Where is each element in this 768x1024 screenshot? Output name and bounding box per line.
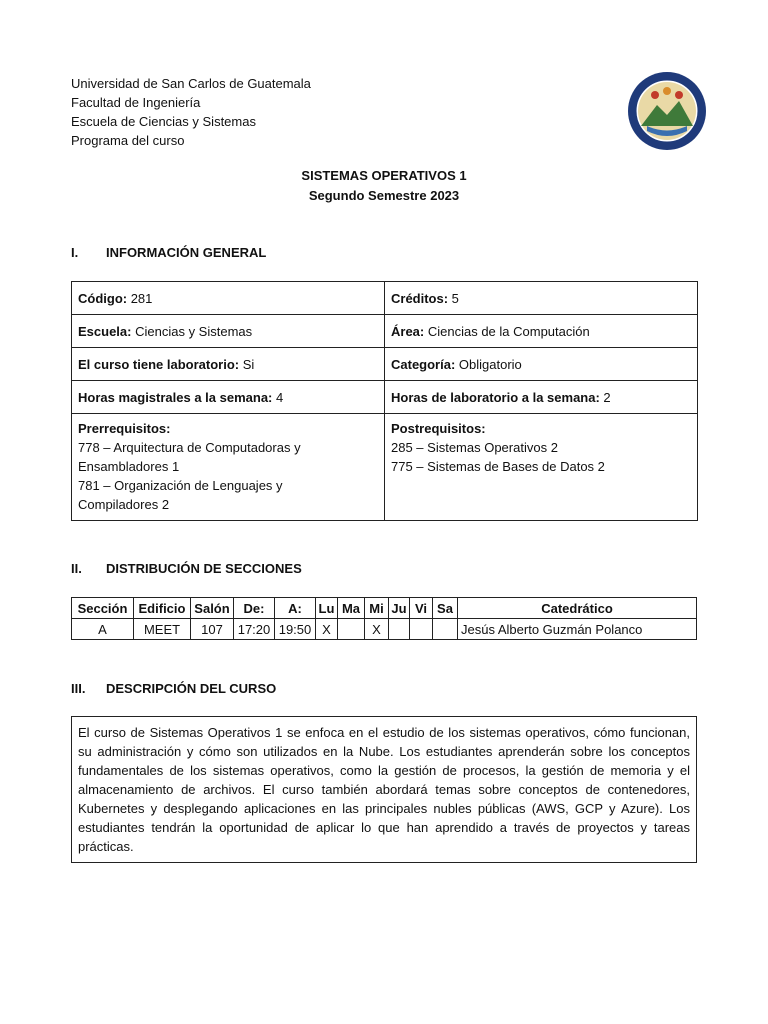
col-header: Ma [338, 598, 365, 619]
table-header-row [72, 598, 697, 619]
info-label: El curso tiene laboratorio: [78, 356, 240, 372]
section-2-heading [71, 561, 302, 576]
info-value: Ciencias y Sistemas [131, 323, 253, 339]
prerequisite-line: Ensambladores 1 [78, 459, 180, 474]
cell-from: 17:20 [234, 619, 275, 640]
info-cell [385, 381, 698, 414]
info-cell [385, 315, 698, 348]
table-row [72, 348, 698, 381]
university-name: Universidad de San Carlos de Guatemala [71, 76, 311, 91]
section-1-title: INFORMACIÓN GENERAL [106, 245, 267, 260]
section-2-title: DISTRIBUCIÓN DE SECCIONES [106, 561, 302, 576]
info-label: Créditos: [391, 290, 449, 306]
table-row [72, 315, 698, 348]
section-1-number: I. [71, 245, 79, 260]
info-label: Escuela: [78, 323, 132, 339]
prerequisite-line: 781 – Organización de Lenguajes y [78, 478, 283, 493]
prerequisites-cell [72, 414, 385, 521]
info-value: 5 [448, 290, 459, 306]
info-cell [72, 348, 385, 381]
cell-to: 19:50 [275, 619, 316, 640]
info-value: 4 [272, 389, 284, 405]
col-header: De: [234, 598, 275, 619]
postrequisite-line: 285 – Sistemas Operativos 2 [391, 440, 558, 455]
section-2-number: II. [71, 561, 82, 576]
section-3-title: DESCRIPCIÓN DEL CURSO [106, 681, 277, 696]
cell-vi [410, 619, 433, 640]
cell-lu: X [316, 619, 338, 640]
prerequisite-line: 778 – Arquitectura de Computadoras y [78, 440, 301, 455]
col-header: Mi [365, 598, 389, 619]
info-value: Si [239, 356, 255, 372]
document-type: Programa del curso [71, 133, 185, 148]
course-description: El curso de Sistemas Operativos 1 se enfoca en el estudio de los sistemas operativos, cómo funcionan, su administración y cómo son utilizados en la Nube. Los estudiantes aprenderán sobre los conceptos fundamentales de los sistemas operativos, como la gestión de procesos, la gestión de memoria y el almacenamiento de archivos. El curso también abordará temas sobre conceptos de contenedores, Kubernetes y desplegando aplicaciones en las principales nubles públicas (AWS, GCP y Azure). Los estudiantes tendrán la oportunidad de aplicar lo que han aprendido a través de proyectos y tareas prácticas. [71, 716, 697, 863]
institution-header [71, 74, 311, 150]
table-row [72, 381, 698, 414]
cell-ju [389, 619, 410, 640]
course-semester: Segundo Semestre 2023 [308, 188, 460, 203]
info-cell [72, 282, 385, 315]
general-info-table [71, 281, 698, 521]
table-row [72, 619, 697, 640]
info-label: Categoría: [391, 356, 456, 372]
col-header: Catedrático [458, 598, 697, 619]
section-3-heading [71, 681, 276, 696]
info-value: Ciencias de la Computación [424, 323, 590, 339]
col-header: Lu [316, 598, 338, 619]
cell-building: MEET [134, 619, 191, 640]
col-header: A: [275, 598, 316, 619]
prerequisites-label: Prerrequisitos: [78, 421, 171, 436]
info-label: Código: [78, 290, 128, 306]
cell-section: A [72, 619, 134, 640]
section-1-heading [71, 245, 266, 260]
col-header: Salón [191, 598, 234, 619]
info-label: Horas magistrales a la semana: [78, 389, 273, 405]
faculty-name: Facultad de Ingeniería [71, 95, 201, 110]
col-header: Ju [389, 598, 410, 619]
cell-ma [338, 619, 365, 640]
cell-sa [433, 619, 458, 640]
cell-mi: X [365, 619, 389, 640]
info-value: 2 [599, 389, 611, 405]
col-header: Edificio [134, 598, 191, 619]
section-3-number: III. [71, 681, 86, 696]
prerequisite-line: Compiladores 2 [78, 497, 170, 512]
info-label: Horas de laboratorio a la semana: [391, 389, 600, 405]
col-header: Sa [433, 598, 458, 619]
postrequisite-line: 775 – Sistemas de Bases de Datos 2 [391, 459, 605, 474]
cell-room: 107 [191, 619, 234, 640]
info-cell [385, 348, 698, 381]
sections-table [71, 597, 697, 640]
postrequisites-cell [385, 414, 698, 521]
info-cell [385, 282, 698, 315]
school-name: Escuela de Ciencias y Sistemas [71, 114, 256, 129]
cell-professor: Jesús Alberto Guzmán Polanco [458, 619, 697, 640]
col-header: Vi [410, 598, 433, 619]
info-value: 281 [127, 290, 153, 306]
postrequisites-label: Postrequisitos: [391, 421, 486, 436]
col-header: Sección [72, 598, 134, 619]
info-label: Área: [391, 323, 425, 339]
university-seal-icon [627, 71, 707, 151]
info-cell [72, 315, 385, 348]
table-row [72, 282, 698, 315]
table-row [72, 414, 698, 521]
info-value: Obligatorio [455, 356, 522, 372]
info-cell [72, 381, 385, 414]
course-title: SISTEMAS OPERATIVOS 1 [301, 168, 467, 183]
